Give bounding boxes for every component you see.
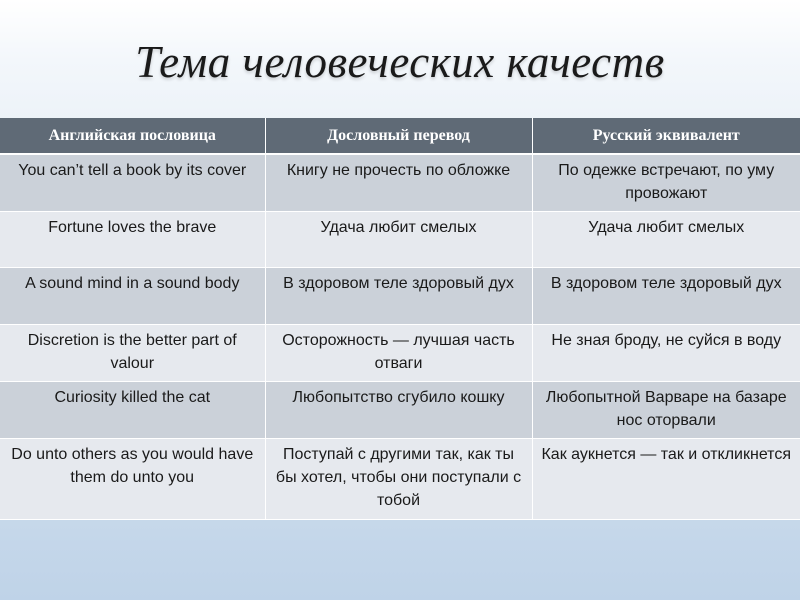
cell-english-proverb: A sound mind in a sound body <box>0 268 265 325</box>
table-header-row <box>0 118 800 154</box>
slide-title: Тема человеческих качеств <box>135 37 665 87</box>
cell-english-proverb: Do unto others as you would have them do unto you <box>0 439 265 520</box>
cell-russian-equivalent: По одежке встречают, по уму провожают <box>532 154 800 212</box>
column-header-russian-equivalent: Русский эквивалент <box>532 118 800 154</box>
cell-english-proverb: You can’t tell a book by its cover <box>0 154 265 212</box>
column-header-english-proverb: Английская пословица <box>0 118 265 154</box>
table-row <box>0 212 800 268</box>
table-row <box>0 268 800 325</box>
cell-literal-translation: В здоровом теле здоровый дух <box>265 268 532 325</box>
proverbs-table <box>0 118 800 520</box>
cell-russian-equivalent: Любопытной Варваре на базаре нос оторвали <box>532 382 800 439</box>
cell-literal-translation: Любопытство сгубило кошку <box>265 382 532 439</box>
cell-russian-equivalent: Не зная броду, не суйся в воду <box>532 325 800 382</box>
cell-literal-translation: Поступай с другими так, как ты бы хотел, чтобы они поступали с тобой <box>265 439 532 520</box>
cell-russian-equivalent: В здоровом теле здоровый дух <box>532 268 800 325</box>
cell-english-proverb: Fortune loves the brave <box>0 212 265 268</box>
column-header-literal-translation: Дословный перевод <box>265 118 532 154</box>
table-row <box>0 154 800 212</box>
cell-russian-equivalent: Как аукнется — так и откликнется <box>532 439 800 520</box>
table-row <box>0 439 800 520</box>
cell-english-proverb: Curiosity killed the cat <box>0 382 265 439</box>
cell-literal-translation: Осторожность — лучшая часть отваги <box>265 325 532 382</box>
cell-literal-translation: Книгу не прочесть по обложке <box>265 154 532 212</box>
table-row <box>0 325 800 382</box>
cell-russian-equivalent: Удача любит смелых <box>532 212 800 268</box>
table-row <box>0 382 800 439</box>
cell-english-proverb: Discretion is the better part of valour <box>0 325 265 382</box>
cell-literal-translation: Удача любит смелых <box>265 212 532 268</box>
